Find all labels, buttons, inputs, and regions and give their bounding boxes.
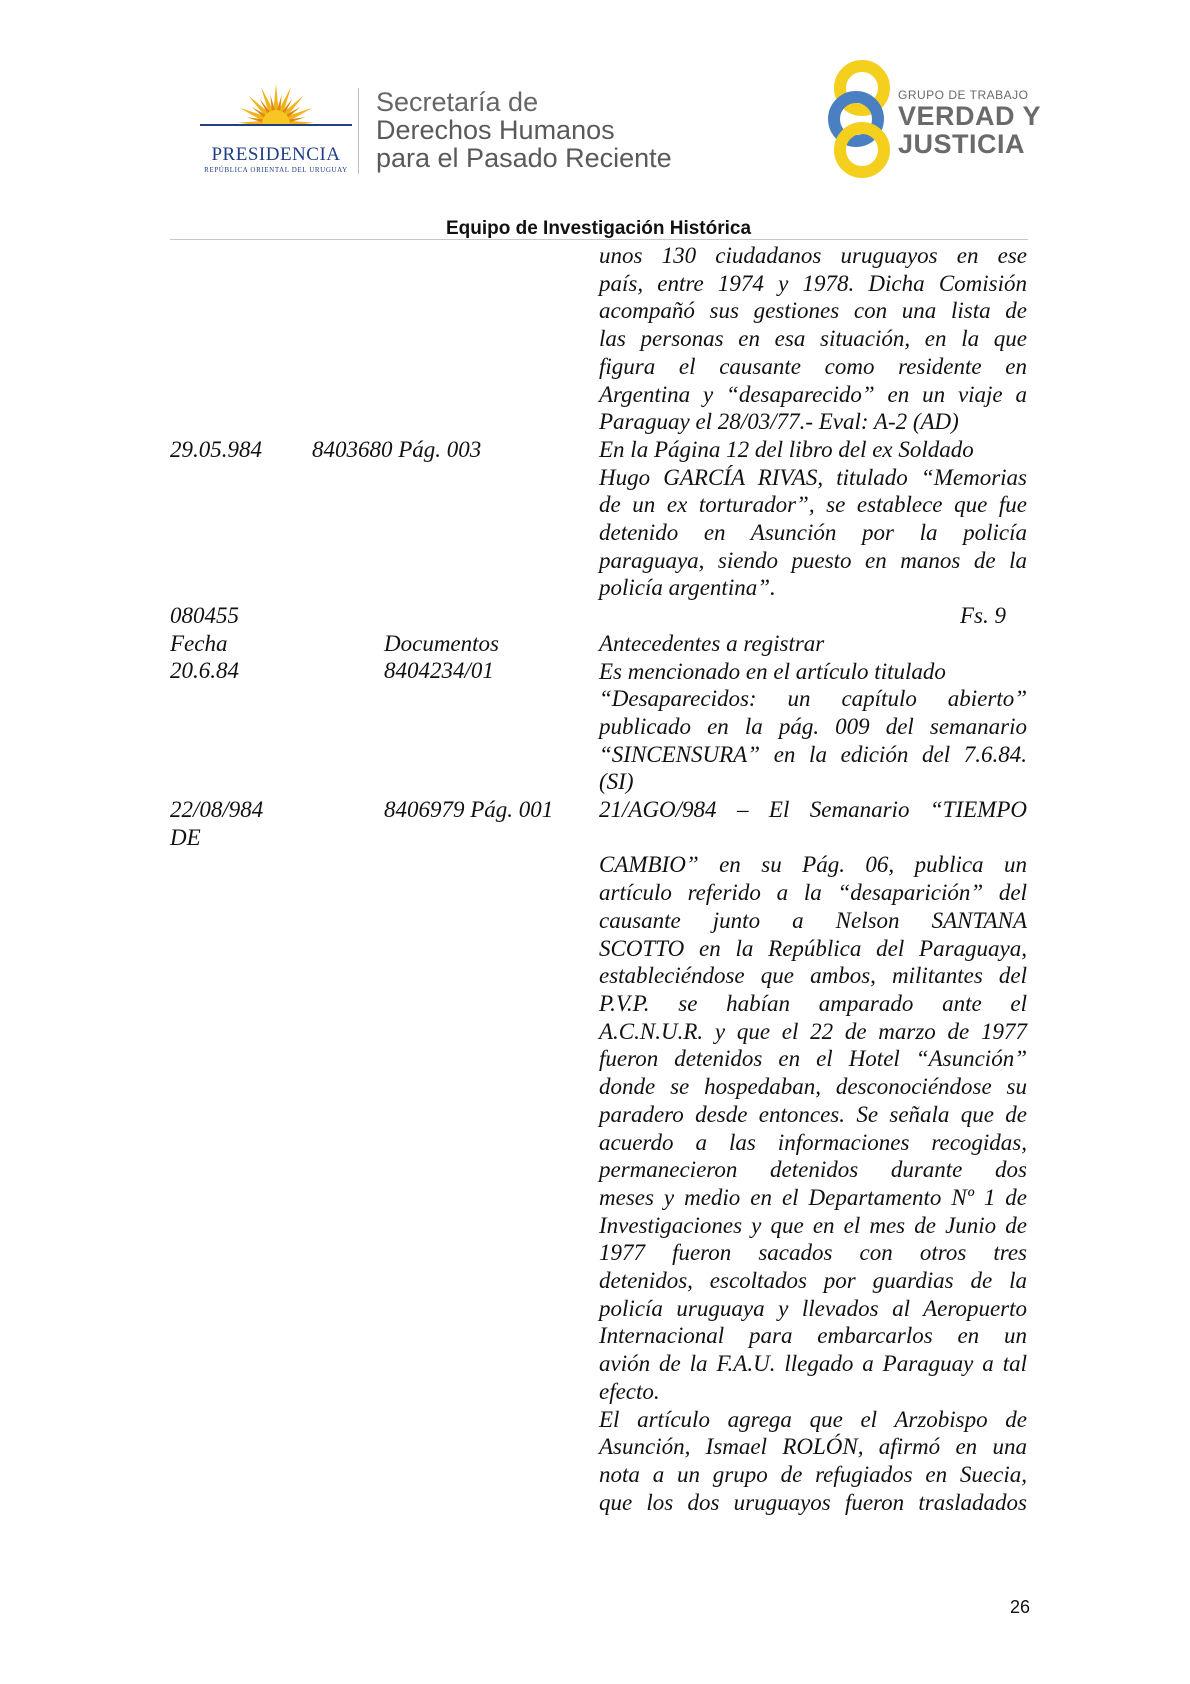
text-line: unos 130 ciudadanos uruguayos en ese: [599, 243, 1027, 268]
entry-date-suffix: DE: [170, 825, 201, 850]
verdad-justicia-wordmark: [898, 88, 1041, 158]
grupo-line1: GRUPO DE TRABAJO: [898, 88, 1029, 102]
text-line: publicado en la pág. 009 del semanario: [599, 713, 1027, 739]
text-line: Paraguay el 28/03/77.- Eval: A-2 (AD): [599, 409, 959, 435]
text-line: Internacional para embarcarlos en un: [599, 1323, 1027, 1349]
presidencia-logo: [196, 80, 356, 180]
logo-divider: [358, 88, 359, 174]
header-rule: [170, 239, 1028, 240]
text-line: CAMBIO” en su Pág. 06, publica un: [599, 852, 1027, 878]
text-line: paraguaya, siendo puesto en manos de la: [599, 547, 1027, 573]
text-line: artículo referido a la “desaparición” del: [599, 880, 1027, 906]
text-line: “Desaparecidos: un capítulo abierto”: [599, 686, 1027, 712]
text-line: (SI): [599, 769, 634, 795]
text-line: paradero desde entonces. Se señala que de: [599, 1101, 1027, 1127]
entry-date: 20.6.84: [170, 658, 239, 683]
text-line: acompañó sus gestiones con una lista de: [599, 298, 1027, 324]
page-header: [0, 0, 1190, 240]
secretaria-line3: para el Pasado Reciente: [376, 143, 672, 173]
secretaria-line2: Derechos Humanos: [376, 115, 615, 145]
text-line: estableciéndose que ambos, militantes del: [599, 963, 1027, 989]
entry-date: 22/08/984: [170, 797, 264, 822]
text-line: Es mencionado en el artículo titulado: [599, 658, 946, 684]
text-line: de un ex torturador”, se establece que fue: [599, 492, 1027, 518]
text-line: 21/AGO/984 – El Semanario “TIEMPO: [599, 797, 1027, 823]
verdad-justicia-rings-icon: [822, 58, 902, 180]
text-line: país, entre 1974 y 1978. Dicha Comisión: [599, 270, 1027, 296]
text-line: Asunción, Ismael ROLÓN, afirmó en una: [599, 1434, 1027, 1460]
text-line: detenido en Asunción por la policía: [599, 520, 1027, 546]
header-antecedentes: Antecedentes a registrar: [599, 631, 825, 656]
secretaria-line1: Secretaría de: [376, 87, 539, 117]
grupo-line2: VERDAD Y: [898, 101, 1042, 131]
header-fecha: Fecha: [170, 631, 228, 656]
text-line: SCOTTO en la República del Paraguaya,: [599, 935, 1027, 961]
text-line: las personas en esa situación, en la que: [599, 326, 1027, 352]
secretaria-logo: [376, 88, 672, 172]
text-line: 1977 fueron sacados con otros tres: [599, 1240, 1027, 1266]
text-line: El artículo agrega que el Arzobispo de: [599, 1406, 1027, 1432]
text-line: efecto.: [599, 1378, 660, 1404]
text-line: acuerdo a las informaciones recogidas,: [599, 1129, 1027, 1155]
text-line: En la Página 12 del libro del ex Soldado: [599, 436, 974, 462]
text-line: “SINCENSURA” en la edición del 7.6.84.: [599, 741, 1027, 767]
text-line: nota a un grupo de refugiados en Suecia,: [599, 1461, 1027, 1487]
entry-document: 8403680 Pág. 003: [312, 437, 482, 462]
entry-document: 8404234/01: [384, 658, 494, 683]
team-title: Equipo de Investigación Histórica: [445, 218, 752, 239]
file-code: 080455: [170, 603, 239, 628]
text-line: detenidos, escoltados por guardias de la: [599, 1268, 1027, 1294]
text-line: Argentina y “desaparecido” en un viaje a: [599, 381, 1027, 407]
text-line: Investigaciones y que en el mes de Junio de: [599, 1212, 1027, 1238]
text-line: figura el causante como residente en: [599, 353, 1027, 379]
text-line: causante junto a Nelson SANTANA: [599, 907, 1027, 933]
text-line: P.V.P. se habían amparado ante el: [599, 990, 1027, 1016]
text-line: policía argentina”.: [599, 575, 776, 601]
presidencia-wordmark: PRESIDENCIA: [211, 144, 341, 165]
text-line: permanecieron detenidos durante dos: [599, 1157, 1027, 1183]
text-line: Hugo GARCÍA RIVAS, titulado “Memorias: [599, 464, 1027, 490]
folio-number: Fs. 9: [960, 603, 1006, 628]
header-documentos: Documentos: [384, 631, 499, 656]
sun-of-may-icon: [196, 80, 356, 146]
entry-document: 8406979 Pág. 001: [384, 797, 554, 822]
text-line: fueron detenidos en el Hotel “Asunción”: [599, 1046, 1027, 1072]
grupo-line3: JUSTICIA: [898, 129, 1026, 159]
text-line: A.C.N.U.R. y que el 22 de marzo de 1977: [599, 1018, 1027, 1044]
antecedentes-column: [599, 242, 1027, 1516]
page-number: 26: [1009, 1597, 1030, 1617]
presidencia-subtitle: REPÚBLICA ORIENTAL DEL URUGUAY: [204, 166, 348, 174]
text-line: que los dos uruguayos fueron trasladados: [599, 1489, 1027, 1515]
text-line: meses y medio en el Departamento Nº 1 de: [599, 1184, 1027, 1210]
text-line: avión de la F.A.U. llegado a Paraguay a tal: [599, 1351, 1027, 1377]
text-line: donde se hospedaban, desconociéndose su: [599, 1074, 1027, 1100]
text-line: policía uruguaya y llevados al Aeropuerto: [599, 1295, 1027, 1321]
entry-date: 29.05.984: [170, 437, 262, 462]
